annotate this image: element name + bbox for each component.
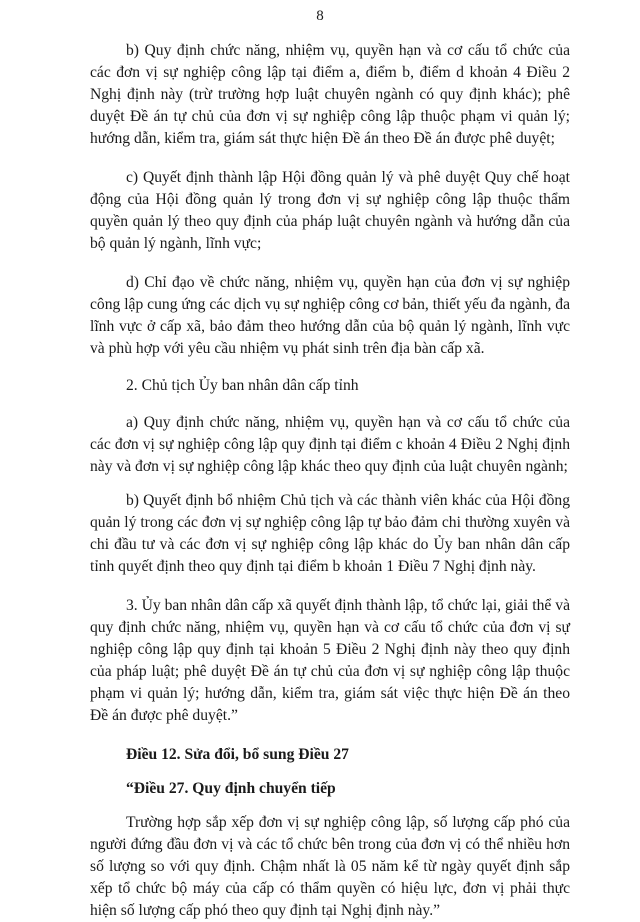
section-2-heading: 2. Chủ tịch Ủy ban nhân dân cấp tỉnh <box>126 377 359 394</box>
paragraph-2a: a) Quy định chức năng, nhiệm vụ, quyền hạn và cơ cấu tổ chức của các đơn vị sự nghiệp công lập quy định tại điểm c khoản 4 Điều 2 Nghị định này và đơn vị sự nghiệp công lập khác theo quy định của luật chuyên ngành; <box>90 414 570 475</box>
paragraph-3: 3. Ủy ban nhân dân cấp xã quyết định thành lập, tổ chức lại, giải thể và quy định chức năng, nhiệm vụ, quyền hạn và cơ cấu tổ chức của đơn vị sự nghiệp công lập quy định tại khoản 5 Điều 2 Nghị định này theo quy định của pháp luật; phê duyệt Đề án tự chủ của đơn vị sự nghiệp công lập thuộc phạm vi quản lý; hướng dẫn, kiểm tra, giám sát việc thực hiện Đề án theo Đề án được phê duyệt.” <box>90 597 570 724</box>
article-27-heading: “Điều 27. Quy định chuyển tiếp <box>126 780 336 797</box>
paragraph-1b: b) Quy định chức năng, nhiệm vụ, quyền hạn và cơ cấu tổ chức của các đơn vị sự nghiệp công lập tại điểm a, điểm b, điểm d khoản 4 Điều 2 Nghị định này (trừ trường hợp luật chuyên ngành có quy định khác); phê duyệt Đề án tự chủ của đơn vị sự nghiệp công lập thuộc phạm vi quản lý; hướng dẫn, kiểm tra, giám sát thực hiện Đề án theo Đề án được phê duyệt; <box>90 42 570 147</box>
page-number: 8 <box>316 8 324 24</box>
paragraph-1d: d) Chỉ đạo về chức năng, nhiệm vụ, quyền hạn của đơn vị sự nghiệp công lập cung ứng các dịch vụ sự nghiệp công cơ bản, thiết yếu đa ngành, đa lĩnh vực ở cấp xã, bảo đảm theo hướng dẫn của bộ quản lý ngành, lĩnh vực và phù hợp với yêu cầu nhiệm vụ phát sinh trên địa bàn cấp xã. <box>90 274 570 357</box>
document-body <box>90 40 570 922</box>
paragraph-2b: b) Quyết định bổ nhiệm Chủ tịch và các thành viên khác của Hội đồng quản lý trong các đơn vị sự nghiệp công lập tự bảo đảm chi thường xuyên và chi đầu tư và các đơn vị sự nghiệp công lập khác do Ủy ban nhân dân cấp tỉnh quyết định theo quy định tại điểm b khoản 1 Điều 7 Nghị định này. <box>90 492 570 575</box>
article-12-heading: Điều 12. Sửa đổi, bổ sung Điều 27 <box>126 746 349 763</box>
article-27-paragraph: Trường hợp sắp xếp đơn vị sự nghiệp công lập, số lượng cấp phó của người đứng đầu đơn vị và các tổ chức bên trong của đơn vị có thể nhiều hơn số lượng so với quy định. Chậm nhất là 05 năm kể từ ngày quyết định sắp xếp tổ chức bộ máy của cấp có thẩm quyền có hiệu lực, đơn vị phải thực hiện số lượng cấp phó theo quy định tại Nghị định này.” <box>90 814 570 919</box>
paragraph-1c: c) Quyết định thành lập Hội đồng quản lý và phê duyệt Quy chế hoạt động của Hội đồng quản lý trong đơn vị sự nghiệp công lập thuộc thẩm quyền quản lý theo quy định của pháp luật chuyên ngành và hướng dẫn của bộ quản lý ngành, lĩnh vực; <box>90 169 570 252</box>
